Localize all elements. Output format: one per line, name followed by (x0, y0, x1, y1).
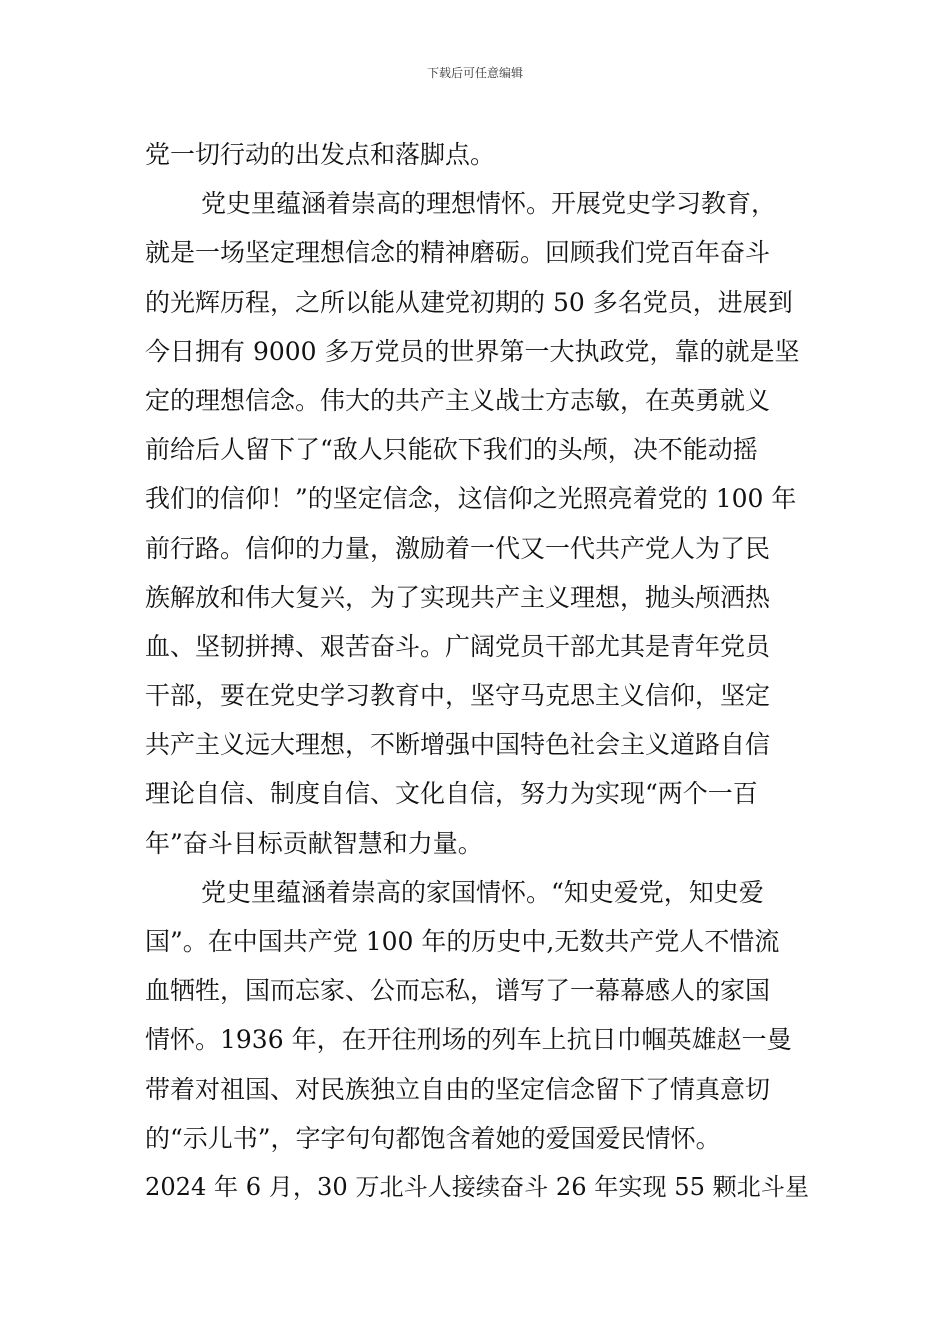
text-line: 族解放和伟大复兴，为了实现共产主义理想，抛头颅洒热 (145, 582, 771, 612)
text-line: 共产主义远大理想，不断增强中国特色社会主义道路自信 (145, 730, 771, 760)
text-line: 的光辉历程，之所以能从建党初期的 50 多名党员，进展到 (145, 287, 793, 317)
text-line: 前给后人留下了“敌人只能砍下我们的头颅，决不能动摇 (145, 435, 758, 465)
text-line: 今日拥有 9000 多万党员的世界第一大执政党，靠的就是坚 (145, 336, 800, 366)
text-line: 血牺牲，国而忘家、公而忘私，谱写了一幕幕感人的家国 (145, 976, 771, 1006)
text-line: 党一切行动的出发点和落脚点。 (145, 140, 496, 169)
text-line: 定的理想信念。伟大的共产主义战士方志敏，在英勇就义 (145, 385, 771, 415)
text-line: 的“示儿书”，字字句句都饱含着她的爱国爱民情怀。 (145, 1123, 721, 1153)
text-line: 2024 年 6 月，30 万北斗人接续奋斗 26 年实现 55 颗北斗星 (145, 1172, 810, 1201)
text-line: 我们的信仰！”的坚定信念，这信仰之光照亮着党的 100 年 (145, 484, 797, 514)
text-line: 国”。在中国共产党 100 年的历史中,无数共产党人不惜流 (145, 927, 780, 956)
text-line: 干部，要在党史学习教育中，坚守马克思主义信仰，坚定 (145, 681, 771, 711)
page-header-note: 下载后可任意编辑 (426, 66, 523, 80)
document-body (145, 130, 810, 1212)
text-line: 党史里蕴涵着崇高的家国情怀。“知史爱党，知史爱 (201, 877, 764, 907)
text-line: 理论自信、制度自信、文化自信，努力为实现“两个一百 (145, 779, 758, 809)
text-line: 前行路。信仰的力量，激励着一代又一代共产党人为了民 (145, 533, 771, 563)
text-line: 带着对祖国、对民族独立自由的坚定信念留下了情真意切 (145, 1074, 771, 1104)
text-line: 就是一场坚定理想信念的精神磨砺。回顾我们党百年奋斗 (145, 238, 771, 268)
text-line: 情怀。1936 年，在开往刑场的列车上抗日巾帼英雄赵一曼 (145, 1025, 792, 1055)
text-line: 血、坚韧拼搏、艰苦奋斗。广阔党员干部尤其是青年党员 (145, 631, 771, 661)
text-line: 年”奋斗目标贡献智慧和力量。 (145, 828, 483, 858)
text-line: 党史里蕴涵着崇高的理想情怀。开展党史学习教育， (201, 189, 777, 219)
